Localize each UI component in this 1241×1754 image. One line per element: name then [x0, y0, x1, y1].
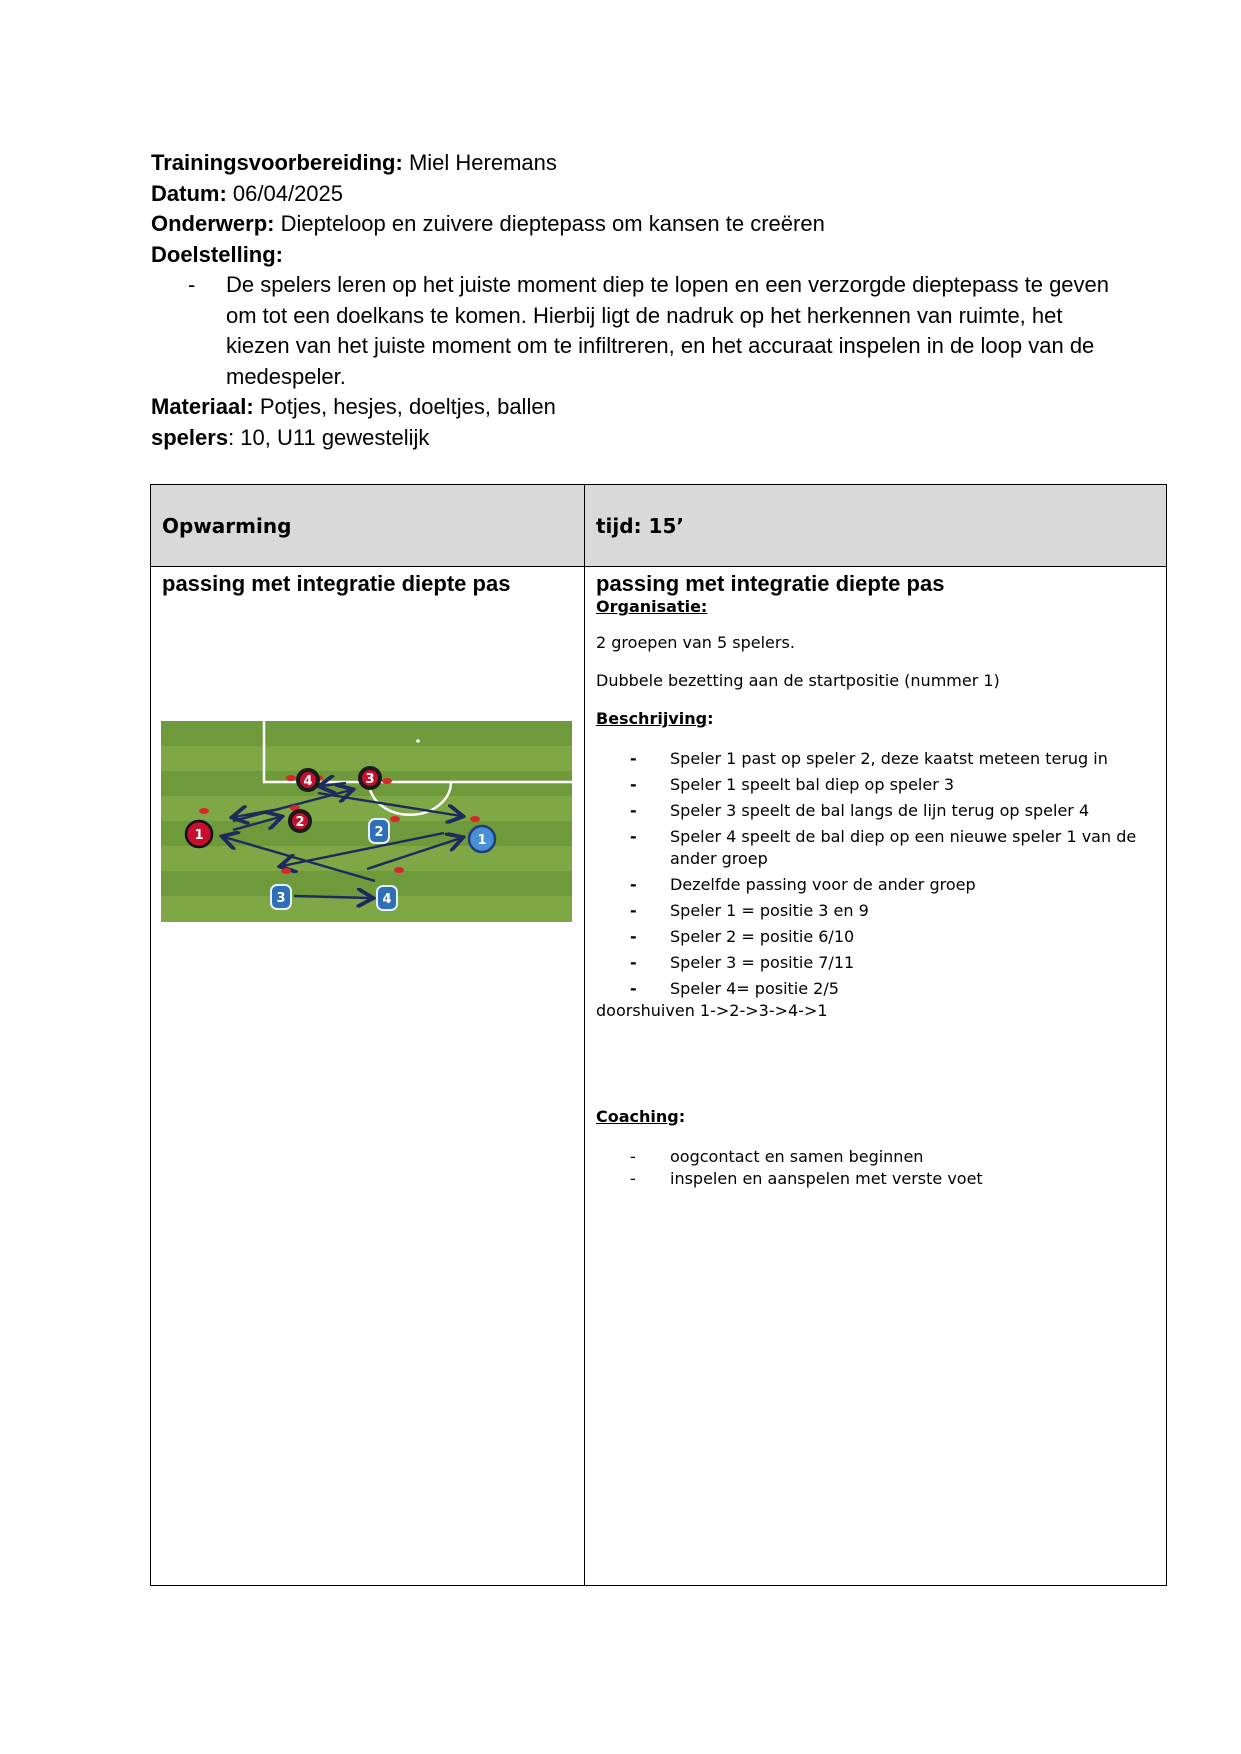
- blue-player-3: [271, 885, 291, 909]
- right-cell: [585, 567, 1167, 1586]
- trainer-line: Trainingsvoorbereiding: Miel Heremans: [151, 150, 557, 175]
- red-player-2: [288, 809, 312, 833]
- duration-cell: tijd: 15’: [585, 485, 1167, 567]
- table-header-row: [151, 485, 1167, 567]
- pitch: [161, 721, 572, 922]
- svg-text:4: 4: [303, 774, 313, 789]
- svg-text:2: 2: [374, 825, 384, 840]
- rotation-line: doorshuiven 1->2->3->4->1: [596, 1001, 828, 1020]
- step-item: - Speler 2 = positie 6/10: [630, 927, 855, 946]
- organisation-line: 2 groepen van 5 spelers.: [596, 633, 795, 652]
- step-item: - Speler 1 speelt bal diep op speler 3: [630, 775, 955, 794]
- goal-heading: Doelstelling:: [151, 241, 284, 267]
- material-line: Materiaal: Potjes, hesjes, doeltjes, ballen: [151, 394, 556, 419]
- document-header: [151, 148, 1111, 453]
- coaching-item: - inspelen en aanspelen met verste voet: [630, 1169, 983, 1188]
- red-player-3: [358, 766, 382, 790]
- blue-player-1: [469, 826, 495, 852]
- svg-text:1: 1: [194, 828, 204, 843]
- exercise-details: [585, 567, 1166, 1190]
- date-line: Datum: 06/04/2025: [151, 180, 344, 206]
- coaching-item: - oogcontact en samen beginnen: [630, 1147, 924, 1166]
- exercise-table: [150, 484, 1167, 1586]
- description-steps: [630, 748, 1156, 1000]
- table-body-row: [151, 567, 1167, 1586]
- coaching-heading: Coaching:: [596, 1107, 686, 1126]
- passing-drill-diagram: [161, 721, 572, 922]
- step-item: - Speler 1 = positie 3 en 9: [630, 901, 869, 920]
- blue-player-4: [377, 886, 397, 910]
- svg-text:3: 3: [276, 891, 286, 906]
- goal-item: - De spelers leren op het juiste moment diep te lopen en een verzorgde dieptepass te geven om tot een doelkans te komen. Hierbij ligt de nadruk op het herkennen van ruimte, het kiezen van het juiste moment om te infiltreren, en het accuraat inspelen in de loop van de medespeler.: [188, 272, 1110, 389]
- step-item: - Speler 1 past op speler 2, deze kaatst meteen terug in: [630, 749, 1108, 768]
- step-item: - Dezelfde passing voor de ander groep: [630, 875, 976, 894]
- subject-line: Onderwerp: Diepteloop en zuivere dieptepass om kansen te creëren: [151, 211, 825, 236]
- svg-text:1: 1: [477, 833, 487, 848]
- coaching-list: [630, 1146, 1156, 1190]
- players-line: spelers: 10, U11 gewestelijk: [151, 424, 430, 450]
- exercise-title-right: passing met integratie diepte pas: [596, 571, 945, 596]
- red-player-1: [186, 821, 212, 847]
- step-item: - Speler 3 speelt de bal langs de lijn terug op speler 4: [630, 801, 1090, 820]
- step-item: - Speler 4 speelt de bal diep op een nieuwe speler 1 van de ander groep: [630, 827, 1137, 868]
- section-name-cell: Opwarming: [151, 485, 585, 567]
- organisation-heading: Organisatie:: [596, 597, 708, 616]
- svg-text:2: 2: [295, 815, 305, 830]
- organisation-line: Dubbele bezetting aan de startpositie (nummer 1): [596, 671, 1000, 690]
- red-player-4: [296, 768, 320, 792]
- step-item: - Speler 4= positie 2/5: [630, 979, 839, 998]
- goal-list: [188, 270, 1111, 392]
- svg-text:4: 4: [382, 892, 392, 907]
- blue-player-2: [369, 819, 389, 843]
- step-item: - Speler 3 = positie 7/11: [630, 953, 855, 972]
- svg-text:3: 3: [365, 772, 375, 787]
- exercise-title-left: passing met integratie diepte pas: [162, 571, 511, 596]
- description-heading: Beschrijving:: [596, 709, 714, 728]
- left-cell: [151, 567, 585, 1586]
